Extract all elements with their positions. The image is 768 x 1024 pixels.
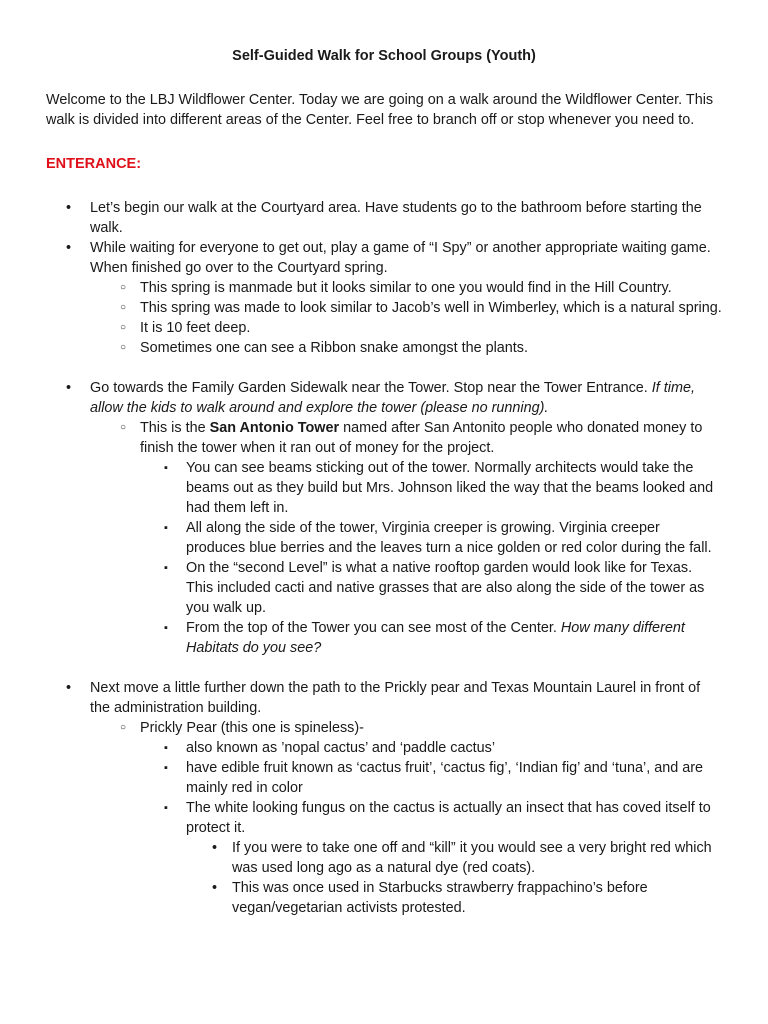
list-item [46, 238, 722, 358]
sub-sublist-item: ▪ You can see beams sticking out of the tower. Normally architects would take the beams out as they build but Mrs. Johnson liked the way that the beams looked and had them left in. [162, 458, 722, 518]
sub-sublist-item [162, 618, 722, 658]
text-segment: From the top of the Tower you can see most of the Center. [186, 620, 561, 636]
section-heading-entrance: ENTERANCE: [46, 156, 142, 172]
list-item: • Let’s begin our walk at the Courtyard area. Have students go to the bathroom before starting the walk. [46, 198, 722, 238]
text-segment: This is the [140, 420, 210, 436]
spacer [46, 358, 722, 378]
list-item-text: Next move a little further down the path to the Prickly pear and Texas Mountain Laurel in front of the administration building. [90, 680, 701, 716]
sublist [116, 278, 722, 358]
deep-list-item: • This was once used in Starbucks strawberry frappachino’s before vegan/vegetarian activists protested. [208, 878, 722, 918]
list-item-text: While waiting for everyone to get out, play a game of “I Spy” or another appropriate waiting game. When finished go over to the Courtyard spring. [90, 240, 711, 276]
spacer [46, 658, 722, 678]
list-item [46, 678, 722, 918]
main-list [46, 378, 722, 658]
deep-list-item: • If you were to take one off and “kill” it you would see a very bright red which was used long ago as a natural dye (red coats). [208, 838, 722, 878]
sub-sublist [162, 458, 722, 658]
sublist-item: ○ Sometimes one can see a Ribbon snake amongst the plants. [116, 338, 722, 358]
sublist-item: ○ This spring is manmade but it looks similar to one you would find in the Hill Country. [116, 278, 722, 298]
intro-paragraph: Welcome to the LBJ Wildflower Center. Today we are going on a walk around the Wildflower Center. This walk is divided into different areas of the Center. Feel free to branch off or stop whenever you need to. [46, 92, 714, 128]
text-segment: The white looking fungus on the cactus is actually an insect that has coved itself to protect it. [186, 800, 711, 836]
sub-sublist-item: ▪ have edible fruit known as ‘cactus fruit’, ‘cactus fig’, ‘Indian fig’ and ‘tuna’, and are mainly red in color [162, 758, 722, 798]
sublist [116, 718, 722, 918]
sub-sublist-item [162, 798, 722, 918]
list-item-text: Go towards the Family Garden Sidewalk near the Tower. Stop near the Tower Entrance. [90, 380, 652, 396]
sublist-item: ○ It is 10 feet deep. [116, 318, 722, 338]
text-segment: Prickly Pear (this one is spineless)- [140, 720, 364, 736]
sub-sublist-item: ▪ All along the side of the tower, Virginia creeper is growing. Virginia creeper produces blue berries and the leaves turn a nice golden or red color during the fall. [162, 518, 722, 558]
sub-sublist [162, 738, 722, 918]
main-list [46, 678, 722, 918]
sublist-item [116, 718, 722, 918]
deep-list [208, 838, 722, 918]
sub-sublist-item: ▪ On the “second Level” is what a native rooftop garden would look like for Texas. This included cacti and native grasses that are also along the side of the tower as you walk up. [162, 558, 722, 618]
text-italic: How many different Habitats do you see? [186, 620, 685, 656]
sub-sublist-item: ▪ also known as ’nopal cactus’ and ‘paddle cactus’ [162, 738, 722, 758]
sublist-item [116, 418, 722, 658]
tower-name: San Antonio Tower [209, 420, 340, 436]
list-item-italic: If time, allow the kids to walk around and explore the tower (please no running). [90, 380, 695, 416]
main-list [46, 198, 722, 358]
text-segment: named after San Antonito people who donated money to finish the tower when it ran out of money for the project. [140, 420, 703, 456]
sublist-item: ○ This spring was made to look similar to Jacob’s well in Wimberley, which is a natural spring. [116, 298, 722, 318]
document-title: Self-Guided Walk for School Groups (Youth) [232, 48, 536, 64]
sublist [116, 418, 722, 658]
list-item [46, 378, 722, 658]
